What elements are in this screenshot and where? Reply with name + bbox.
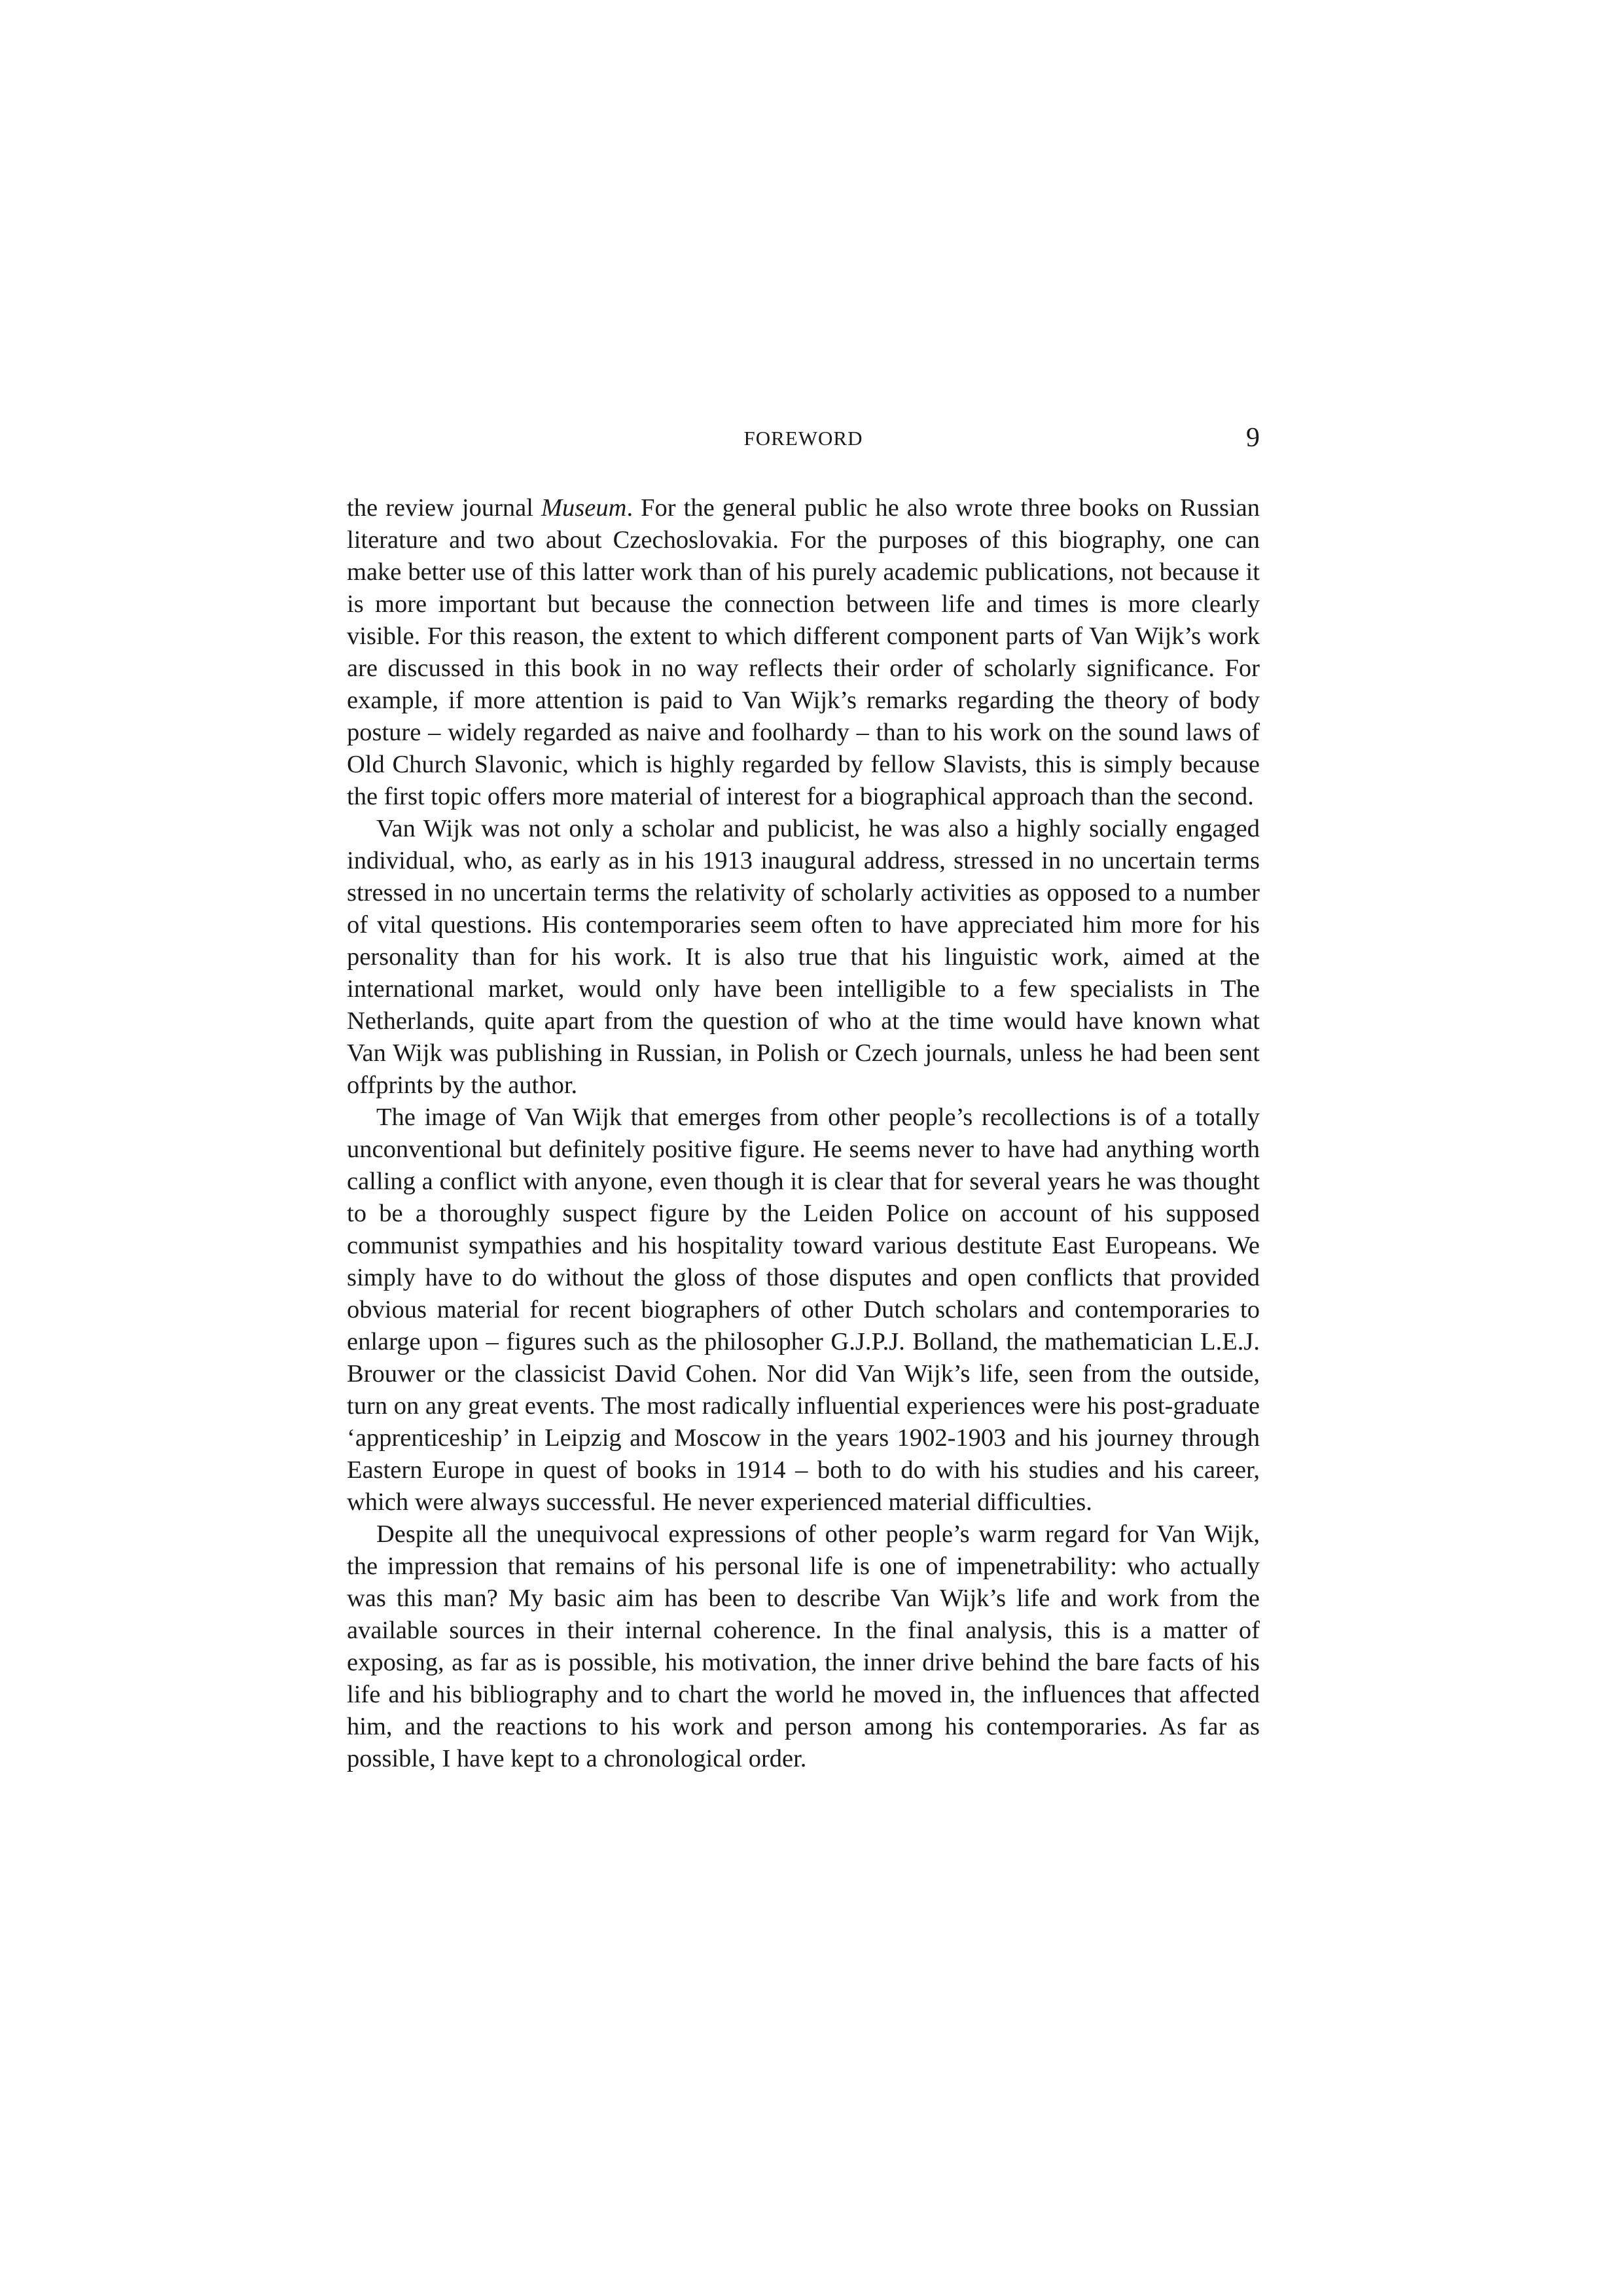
running-title: FOREWORD: [743, 427, 863, 450]
running-head: [347, 424, 1260, 463]
page-number: 9: [1246, 423, 1260, 453]
paragraph: [347, 492, 1260, 813]
paragraph: Despite all the unequivocal expressions of other people’s warm regard for Van Wijk, the impression that remains of his personal life is one of impenetrability: who actually was this man? My basic aim has been to describe Van Wijk’s life and work from the available sources in their internal coherence. In the final analysis, this is a matter of exposing, as far as is possible, his motivation, the inner drive behind the bare facts of his life and his bibliography and to chart the world he moved in, the influences that affected him, and the reactions to his work and person among his contemporaries. As far as possible, I have kept to a chronological order.: [347, 1520, 1260, 1772]
paragraph-text: . For the general public he also wrote three books on Russian literature and two about Czechoslovakia. For the purposes of this biography, one can make better use of this latter work than of his purely academic publications, not because it is more important but because the connection between life and times is more clearly visible. For this reason, the extent to which different component parts of Van Wijk’s work are discussed in this book in no way reflects their order of scholarly significance. For example, if more attention is paid to Van Wijk’s remarks regarding the theory of body posture – widely regarded as naive and foolhardy – than to his work on the sound laws of Old Church Slavonic, which is highly regarded by fellow Slavists, this is simply because the first topic offers more material of interest for a biographical approach than the second.: [347, 494, 1260, 810]
body-text: [347, 492, 1260, 1775]
journal-title: Museum: [541, 494, 627, 522]
paragraph: The image of Van Wijk that emerges from other people’s recollections is of a totally unconventional but definitely positive figure. He seems never to have had anything worth calling a conflict with anyone, even though it is clear that for several years he was thought to be a thoroughly suspect figure by the Leiden Police on account of his supposed communist sympathies and his hospitality toward various destitute East Europeans. We simply have to do without the gloss of those disputes and open conflicts that provided obvious material for recent biographers of other Dutch scholars and contemporaries to enlarge upon – figures such as the philosopher G.J.P.J. Bolland, the mathematician L.E.J. Brouwer or the classicist David Cohen. Nor did Van Wijk’s life, seen from the outside, turn on any great events. The most radically influential experiences were his post-graduate ‘apprenticeship’ in Leipzig and Moscow in the years 1902-1903 and his journey through Eastern Europe in quest of books in 1914 – both to do with his studies and his career, which were always successful. He never experienced material difficulties.: [347, 1103, 1260, 1516]
paragraph-text: the review journal: [347, 494, 541, 522]
paragraph: Van Wijk was not only a scholar and publicist, he was also a highly socially engaged individual, who, as early as in his 1913 inaugural address, stressed in no uncertain terms stressed in no uncertain terms the relativity of scholarly activities as opposed to a number of vital questions. His contemporaries seem often to have appreciated him more for his personality than for his work. It is also true that his linguistic work, aimed at the international market, would only have been intelligible to a few specialists in The Netherlands, quite apart from the question of who at the time would have known what Van Wijk was publishing in Russian, in Polish or Czech journals, unless he had been sent offprints by the author.: [347, 815, 1260, 1099]
